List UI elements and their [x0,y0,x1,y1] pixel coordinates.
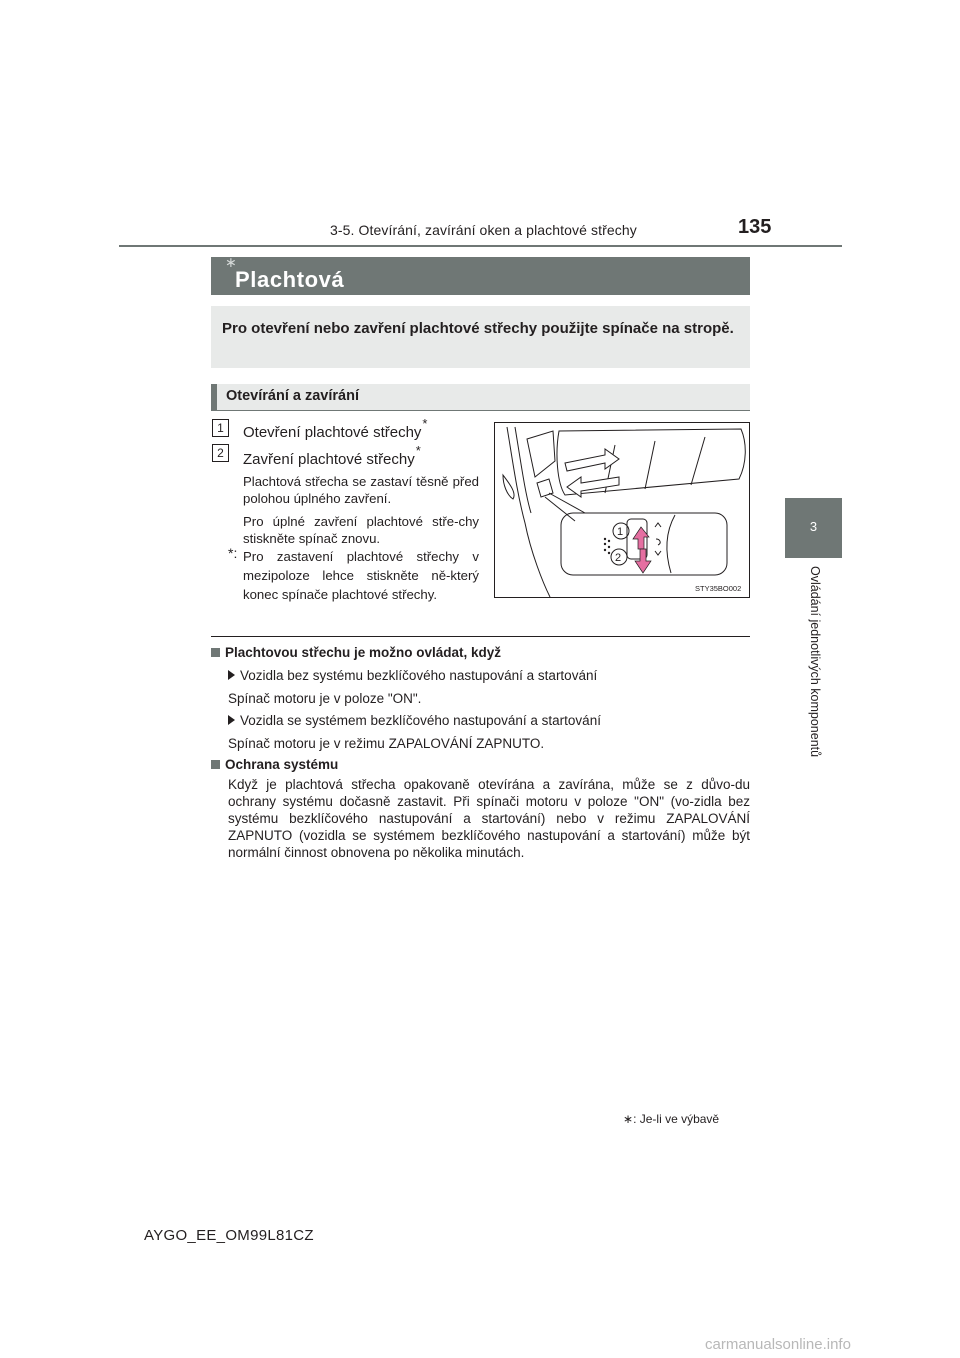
square-bullet-icon [211,760,220,769]
protection-heading: Ochrana systému [211,757,338,772]
intro-text: Pro otevření nebo zavření plachtové střechy použijte spínače na stropě. [222,320,734,337]
header-section-path: 3-5. Otevírání, zavírání oken a plachtové střechy [330,222,637,238]
intro-box [211,306,750,368]
chapter-title: Ovládání jednotlivých komponentů [808,566,822,758]
header-rule [119,245,842,247]
note-stop-before-close: Plachtová střecha se zastaví těsně před polohou úplného zavření. [243,474,479,506]
square-bullet-icon [211,648,220,657]
condition-2-label: Vozidla se systémem bezklíčového nastupování a startování [228,712,750,729]
protection-text: Když je plachtová střecha opakovaně otevírána a zavírána, může se z důvo-du ochrany systému dočasně zastavit. Při spínači motoru v poloze "ON" (vo-zidla bez systému bezklíčového nastupování a startování) nebo v režimu ZAPALOVÁNÍ ZAPNUTO (vozidla se systémem bezklíčového nastupování a startování) může být normální činnost obnovena po několika minutách. [228,777,750,860]
note-press-again: Pro úplné zavření plachtové stře-chy stiskněte spínač znovu. [243,514,479,546]
triangle-bullet-icon [228,670,235,680]
conditions-heading: Plachtovou střechu je možno ovládat, když [211,645,501,660]
item-number-1: 1 [212,419,229,437]
chapter-number: 3 [809,519,818,534]
roof-switch-drawing [495,423,749,597]
item-open-roof: Otevření plachtové střechy* [243,416,428,441]
chapter-title-vertical [808,566,826,796]
subsection-title: Otevírání a zavírání [226,388,359,404]
figure-callout-2: 2 [615,552,622,564]
condition-1-detail: Spínač motoru je v poloze "ON". [228,691,422,706]
item-close-roof: Zavření plachtové střechy* [243,443,421,468]
note-stop-midway: Pro zastavení plachtové střechy v mezipoloze lehce stiskněte ně-který konec spínače plachtové střechy. [243,549,479,602]
asterisk-mark: *: [228,545,238,561]
document-id: AYGO_EE_OM99L81CZ [144,1227,314,1244]
section-title: Plachtová [235,267,345,292]
footnote: ∗: Je-li ve výbavě [623,1112,720,1126]
condition-1-label: Vozidla bez systému bezklíčového nastupování a startování [228,667,750,684]
page-number: 135 [738,216,772,238]
divider [211,636,750,637]
roof-switch-illustration [494,422,750,598]
section-title-bar [211,254,750,295]
triangle-bullet-icon [228,715,235,725]
chapter-tab [785,498,842,558]
subsection-heading [211,384,750,411]
optional-equipment-mark: ∗ [225,254,238,270]
item-number-2: 2 [212,444,229,462]
condition-2-detail: Spínač motoru je v režimu ZAPALOVÁNÍ ZAPNUTO. [228,736,545,751]
watermark: carmanualsonline.info [705,1336,851,1353]
figure-code: STY35BO002 [695,584,742,593]
figure-callout-1: 1 [617,526,624,538]
